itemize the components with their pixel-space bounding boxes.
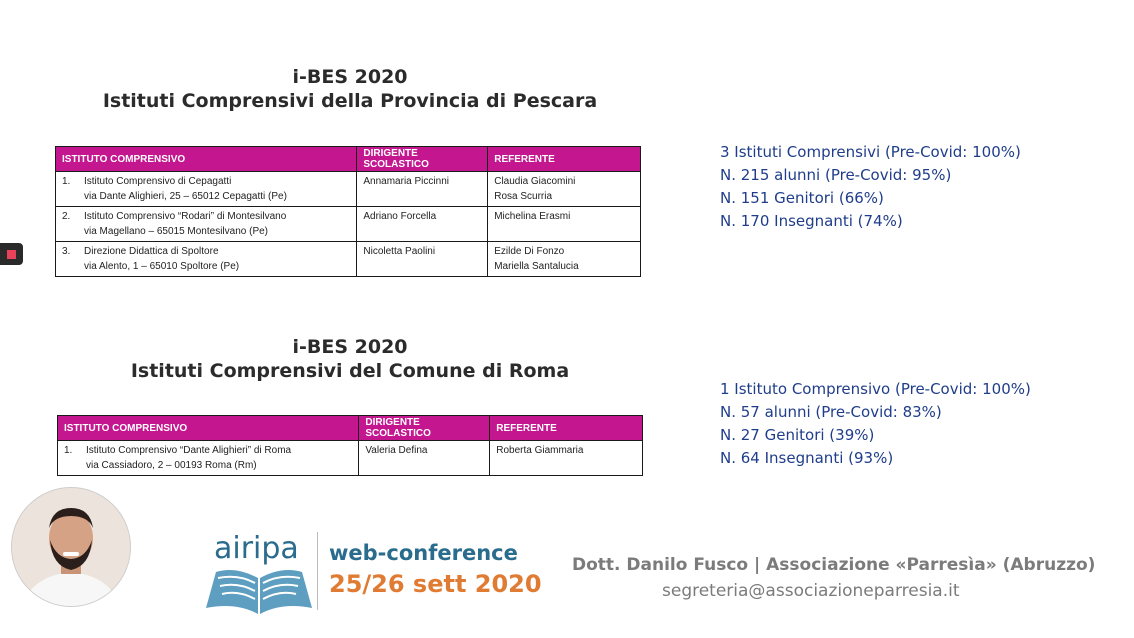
- cell-istituto: [56, 242, 357, 277]
- school-address: via Magellano – 65015 Montesilvano (Pe): [84, 226, 268, 237]
- section2-title-line2: Istituti Comprensivi del Comune di Roma: [130, 359, 570, 382]
- section1-title-line1: i-BES 2020: [292, 66, 408, 88]
- section2-title: [80, 336, 620, 384]
- pescara-stats: [720, 141, 1021, 233]
- school-address: via Alento, 1 – 65010 Spoltore (Pe): [84, 261, 240, 272]
- row-number: 2.: [62, 211, 71, 222]
- table-header-row: [58, 416, 643, 441]
- stop-icon: [7, 250, 16, 259]
- referente-name: Ezilde Di Fonzo: [494, 246, 565, 257]
- school-name: Direzione Didattica di Spoltore: [84, 246, 219, 257]
- logo-divider: [317, 532, 318, 610]
- school-name: Istituto Comprensivo “Dante Alighieri” di Roma: [86, 445, 292, 456]
- school-name: Istituto Comprensivo di Cepagatti: [84, 176, 232, 187]
- referente-name: Michelina Erasmi: [494, 211, 571, 222]
- conference-dates: 25/26 sett 2020: [329, 570, 542, 598]
- cell-referente: [488, 242, 641, 277]
- header-istituto: ISTITUTO COMPRENSIVO: [58, 416, 359, 441]
- stat-line: N. 57 alunni (Pre-Covid: 83%): [720, 403, 942, 421]
- stat-line: N. 170 Insegnanti (74%): [720, 212, 903, 230]
- cell-dirigente: Annamaria Piccinni: [357, 172, 488, 207]
- cell-referente: [488, 207, 641, 242]
- table-row: [58, 441, 643, 476]
- school-address: via Cassiadoro, 2 – 00193 Roma (Rm): [86, 460, 257, 471]
- airipa-logo: [200, 528, 320, 616]
- cell-referente: [490, 441, 643, 476]
- cell-dirigente: Valeria Defina: [359, 441, 490, 476]
- row-number: 3.: [62, 246, 71, 257]
- referente-name: Rosa Scurria: [494, 191, 553, 202]
- conference-title: web-conference: [329, 541, 518, 565]
- table-row: [56, 207, 641, 242]
- cell-istituto: [58, 441, 359, 476]
- referente-name: Mariella Santalucia: [494, 261, 579, 272]
- stat-line: 3 Istituti Comprensivi (Pre-Covid: 100%): [720, 143, 1021, 161]
- header-referente: REFERENTE: [488, 147, 641, 172]
- author-credit: Dott. Danilo Fusco | Associazione «Parresìa» (Abruzzo): [572, 555, 1096, 575]
- section2-title-line1: i-BES 2020: [292, 336, 408, 358]
- cell-dirigente: Adriano Forcella: [357, 207, 488, 242]
- stat-line: N. 64 Insegnanti (93%): [720, 449, 894, 467]
- stat-line: N. 27 Genitori (39%): [720, 426, 875, 444]
- section1-title-line2: Istituti Comprensivi della Provincia di Pescara: [102, 89, 598, 112]
- stat-line: N. 215 alunni (Pre-Covid: 95%): [720, 166, 952, 184]
- row-number: 1.: [62, 176, 71, 187]
- section1-title: [80, 66, 620, 114]
- presenter-avatar: [11, 487, 131, 607]
- airipa-logo-text: airipa: [214, 531, 299, 566]
- roma-schools-table: [57, 415, 643, 476]
- cell-istituto: [56, 207, 357, 242]
- contact-email: segreteria@associazioneparresia.it: [662, 581, 960, 601]
- table-row: [56, 172, 641, 207]
- pescara-schools-table: [55, 146, 641, 277]
- roma-stats: [720, 378, 1031, 470]
- school-address: via Dante Alighieri, 25 – 65012 Cepagatti (Pe): [84, 191, 287, 202]
- school-name: Istituto Comprensivo “Rodari” di Montesilvano: [84, 211, 287, 222]
- cell-istituto: [56, 172, 357, 207]
- stat-line: N. 151 Genitori (66%): [720, 189, 884, 207]
- row-number: 1.: [64, 445, 73, 456]
- header-referente: REFERENTE: [490, 416, 643, 441]
- stop-sharing-button[interactable]: [0, 243, 23, 265]
- stat-line: 1 Istituto Comprensivo (Pre-Covid: 100%): [720, 380, 1031, 398]
- header-dirigente: DIRIGENTE SCOLASTICO: [357, 147, 488, 172]
- table-header-row: [56, 147, 641, 172]
- header-dirigente: DIRIGENTE SCOLASTICO: [359, 416, 490, 441]
- referente-name: Roberta Giammaria: [496, 445, 584, 456]
- cell-dirigente: Nicoletta Paolini: [357, 242, 488, 277]
- header-istituto: ISTITUTO COMPRENSIVO: [56, 147, 357, 172]
- cell-referente: [488, 172, 641, 207]
- table-row: [56, 242, 641, 277]
- referente-name: Claudia Giacomini: [494, 176, 576, 187]
